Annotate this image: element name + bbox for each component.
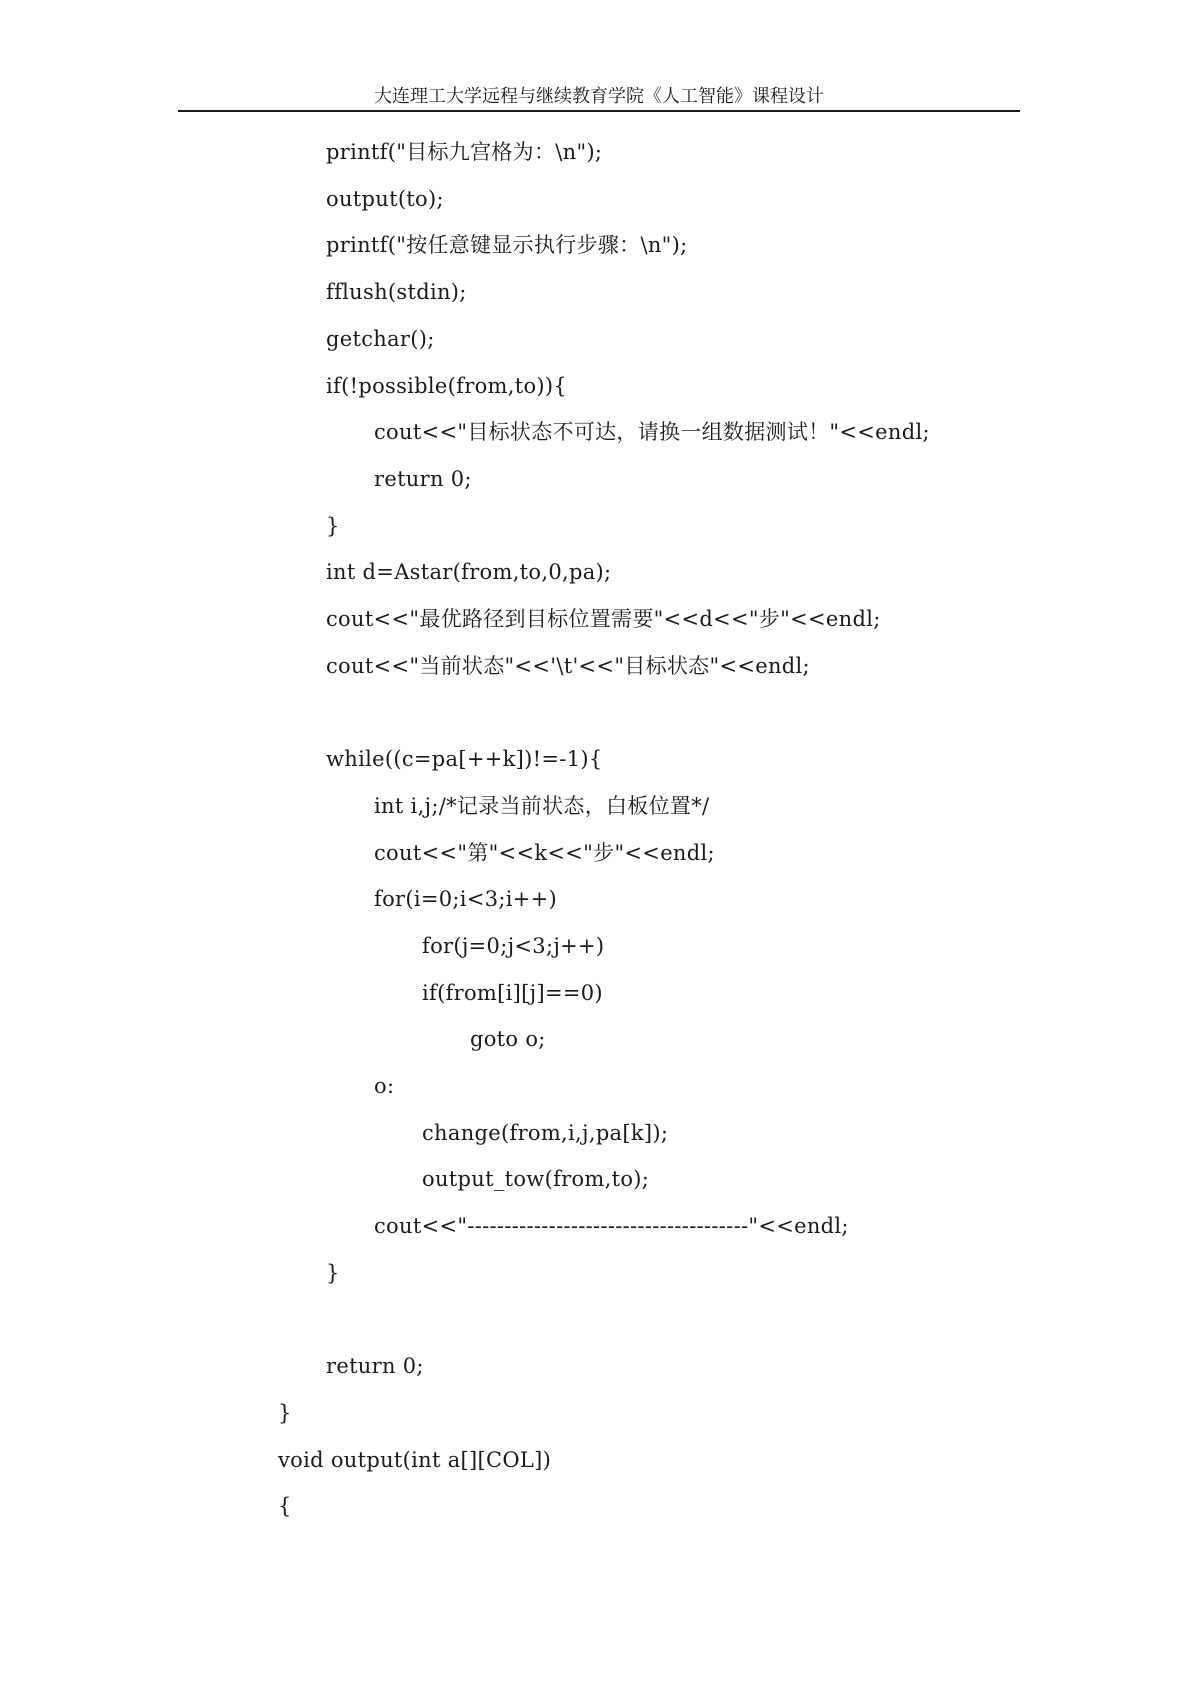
code-line: return 0; <box>326 1354 424 1378</box>
code-line: output_tow(from,to); <box>422 1167 650 1191</box>
code-line: output(to); <box>326 187 444 211</box>
code-line: for(j=0;j<3;j++) <box>422 934 605 958</box>
code-line: if(from[i][j]==0) <box>422 981 603 1005</box>
code-line: void output(int a[][COL]) <box>278 1448 552 1472</box>
code-line: cout<<"第"<<k<<"步"<<endl; <box>374 841 715 865</box>
code-line: cout<<"最优路径到目标位置需要"<<d<<"步"<<endl; <box>326 607 881 631</box>
code-line: cout<<"--------------------------------------"<<endl; <box>374 1214 849 1238</box>
code-line: } <box>326 514 340 538</box>
code-line: goto o; <box>470 1027 546 1051</box>
code-line: if(!possible(from,to)){ <box>326 374 568 398</box>
code-line: { <box>278 1494 292 1518</box>
code-line: printf("目标九宫格为：\n"); <box>326 140 603 164</box>
code-line: } <box>326 1261 340 1285</box>
code-line: getchar(); <box>326 327 435 351</box>
code-line: cout<<"目标状态不可达，请换一组数据测试！"<<endl; <box>374 420 930 444</box>
code-line: while((c=pa[++k])!=-1){ <box>326 747 603 771</box>
code-line: printf("按任意键显示执行步骤：\n"); <box>326 233 688 257</box>
code-line: cout<<"当前状态"<<'\t'<<"目标状态"<<endl; <box>326 654 810 678</box>
code-line: o: <box>374 1074 395 1098</box>
code-line: for(i=0;i<3;i++) <box>374 887 558 911</box>
code-line: return 0; <box>374 467 472 491</box>
code-line: int i,j;/*记录当前状态，白板位置*/ <box>374 794 710 818</box>
code-line: int d=Astar(from,to,0,pa); <box>326 560 612 584</box>
page-header: 大连理工大学远程与继续教育学院《人工智能》课程设计 <box>374 86 824 107</box>
code-line: } <box>278 1401 292 1425</box>
code-line: fflush(stdin); <box>326 280 467 304</box>
code-line: change(from,i,j,pa[k]); <box>422 1121 669 1145</box>
